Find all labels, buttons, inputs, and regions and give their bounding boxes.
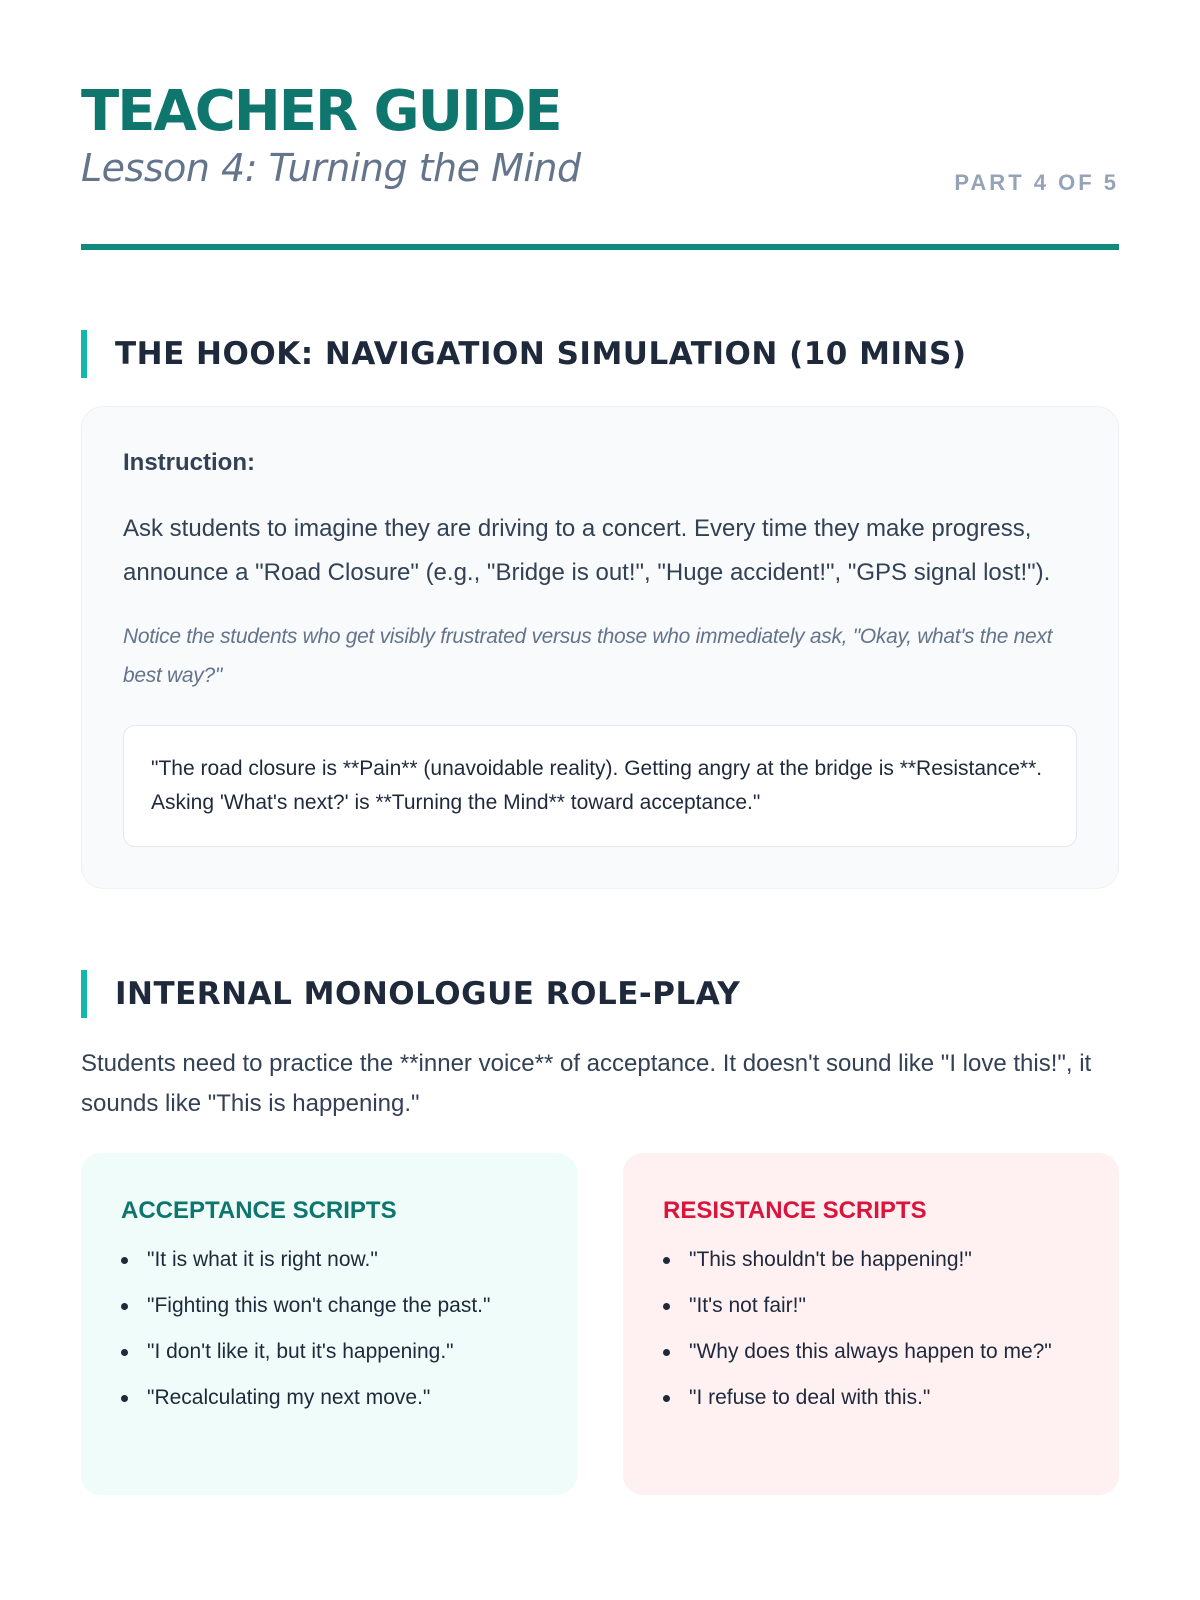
lesson-subtitle: Lesson 4: Turning the Mind <box>81 146 581 190</box>
resistance-heading: RESISTANCE SCRIPTS <box>663 1197 927 1224</box>
part-indicator: PART 4 OF 5 <box>954 170 1119 195</box>
list-item: "Fighting this won't change the past." <box>121 1289 537 1322</box>
acceptance-list <box>121 1243 537 1414</box>
resistance-card <box>623 1153 1119 1495</box>
monologue-section <box>81 970 1119 1495</box>
quote-box: "The road closure is **Pain** (unavoidable reality). Getting angry at the bridge is **Resistance**. Asking 'What's next?' is **Turning the Mind** toward acceptance." <box>123 725 1077 847</box>
document-title: TEACHER GUIDE <box>81 79 561 144</box>
section-accent-bar <box>81 330 87 378</box>
monologue-heading <box>81 970 1119 1018</box>
hook-section <box>81 330 1119 889</box>
section-accent-bar <box>81 970 87 1018</box>
instruction-label: Instruction: <box>123 449 255 476</box>
list-item: "This shouldn't be happening!" <box>663 1243 1079 1276</box>
hook-heading <box>81 330 1119 378</box>
hook-title: THE HOOK: NAVIGATION SIMULATION (10 MINS) <box>115 336 967 372</box>
hook-card <box>81 406 1119 889</box>
instruction-text: Ask students to imagine they are driving to a concert. Every time they make progress, announce a "Road Closure" (e.g., "Bridge is out!", "Huge accident!", "GPS signal lost!"). <box>123 515 1051 586</box>
script-cards <box>81 1153 1119 1495</box>
list-item: "Why does this always happen to me?" <box>663 1335 1079 1368</box>
acceptance-heading: ACCEPTANCE SCRIPTS <box>121 1197 397 1224</box>
monologue-title: INTERNAL MONOLOGUE ROLE-PLAY <box>115 976 741 1012</box>
acceptance-card <box>81 1153 577 1495</box>
list-item: "It's not fair!" <box>663 1289 1079 1322</box>
list-item: "I don't like it, but it's happening." <box>121 1335 537 1368</box>
list-item: "It is what it is right now." <box>121 1243 537 1276</box>
monologue-intro: Students need to practice the **inner voice** of acceptance. It doesn't sound like "I love this!", it sounds like "This is happening." <box>81 1050 1092 1117</box>
resistance-list <box>663 1243 1079 1414</box>
teacher-note: Notice the students who get visibly frustrated versus those who immediately ask, "Okay, what's the next best way?" <box>123 625 1053 687</box>
list-item: "I refuse to deal with this." <box>663 1381 1079 1414</box>
list-item: "Recalculating my next move." <box>121 1381 537 1414</box>
page-header <box>81 0 1119 250</box>
